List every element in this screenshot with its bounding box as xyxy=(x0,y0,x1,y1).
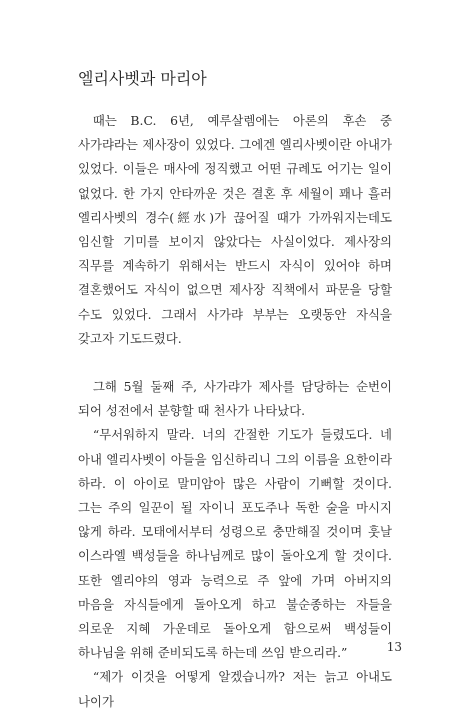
paragraph-zechariah-reply: “제가 이것을 어떻게 알겠습니까? 저는 늙고 아내도 나이가 xyxy=(78,669,392,709)
paragraph-angel-speech: “무서워하지 말라. 너의 간절한 기도가 들렸도다. 네 아내 엘리사벳이 아들을 임신하리니 그의 이름을 요한이라 하라. 이 아이로 말미암아 많은 사람이 기뻐할 것이다. 그는 주의 일꾼이 될 자이니 포도주나 독한 술을 마시지 않게 하라. 모태에서부터 성령으로 충만해질 것이며 훗날 이스라엘 백성들을 하나님께로 많이 돌아오게 할 것이다. 또한 엘리야의 영과 능력으로 주 앞에 가며 아버지의 마음을 자식들에게 돌아오게 하고 불순종하는 자들을 의로운 지혜 가운데로 돌아오게 함으로써 백성들이 하나님을 위해 준비되도록 하는데 쓰임 받으리라.” xyxy=(78,427,392,661)
paragraph-intro: 때는 B.C. 6년, 예루살렘에는 아론의 후손 중 사가랴라는 제사장이 있었다. 그에겐 엘리사벳이란 아내가 있었다. 이들은 매사에 정직했고 어떤 규례도 어기는 일이 없었다. 한 가지 안타까운 것은 결혼 후 세월이 꽤나 흘러 엘리사벳의 경수(經水)가 끊어질 때가 가까워지는데도 임신할 기미를 보이지 않았다는 사실이었다. 제사장의 직무를 계속하기 위해서는 반드시 자식이 있어야 하며 결혼했어도 자식이 없으면 제사장 직책에서 파문을 당할 수도 있었다. 그래서 사가랴 부부는 오랫동안 자식을 갖고자 기도드렸다. xyxy=(78,113,392,346)
page-number: 13 xyxy=(386,640,402,654)
body-text xyxy=(78,109,392,714)
paragraph-angel-appears: 그해 5월 둘째 주, 사가랴가 제사를 담당하는 순번이 되어 성전에서 분향할 때 천사가 나타났다. xyxy=(78,379,392,419)
chapter-title: 엘리사벳과 마리아 xyxy=(78,69,207,88)
